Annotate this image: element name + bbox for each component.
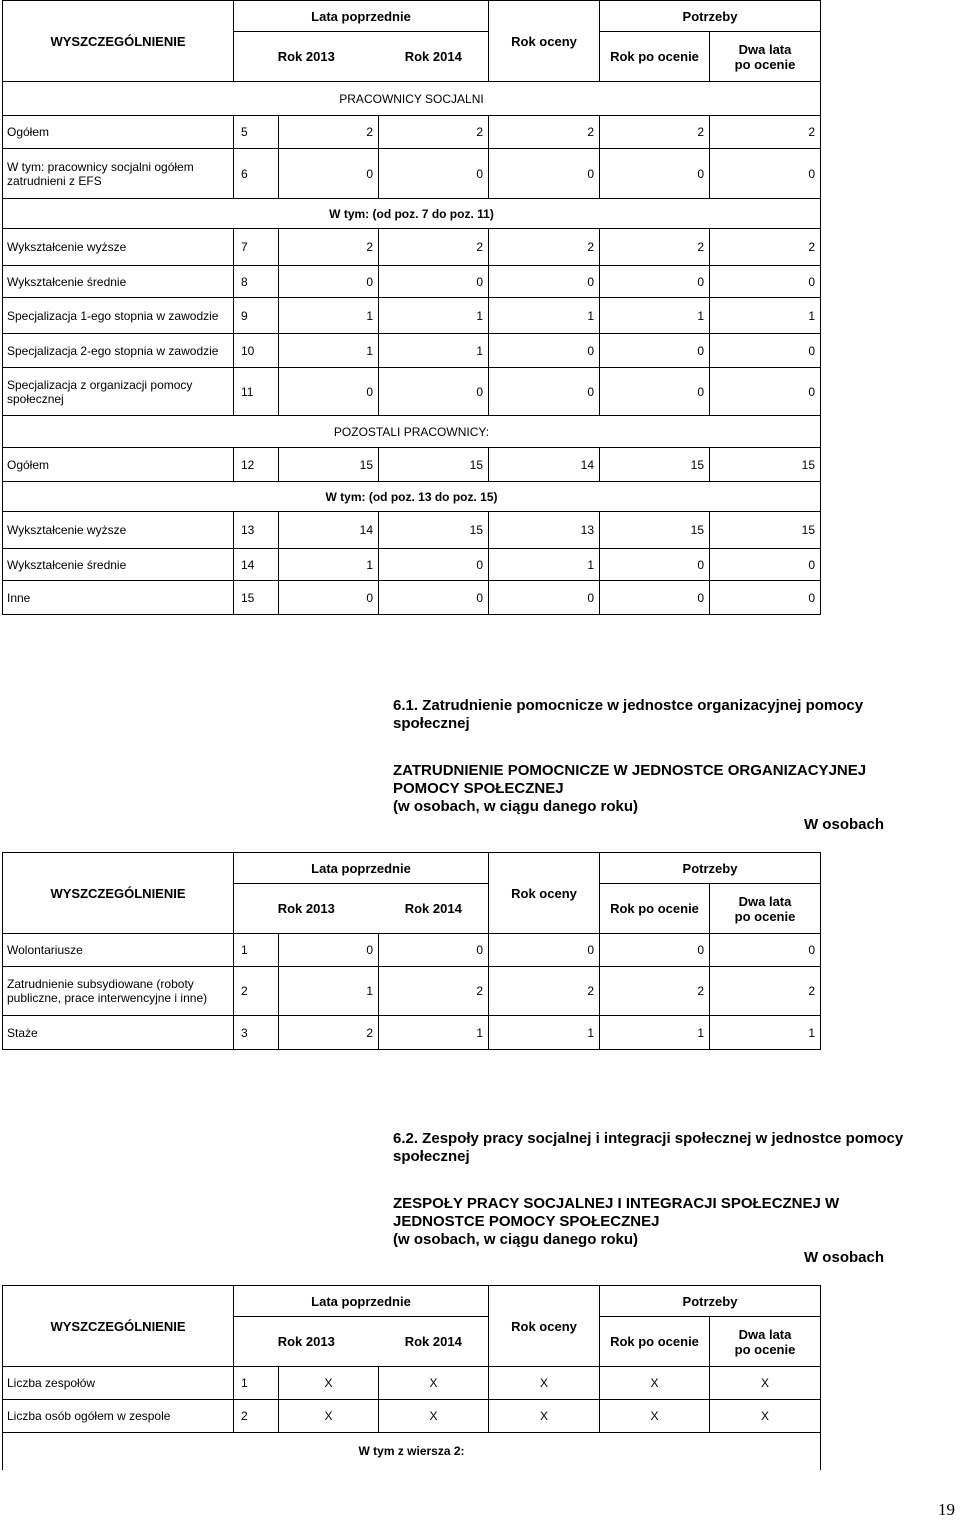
table-row: [3, 229, 821, 266]
row-label: Liczba osób ogółem w zespole: [3, 1400, 234, 1433]
value-evaluation-year: 1: [489, 298, 600, 334]
auxiliary-employment-table: [2, 852, 821, 1050]
header-evaluation-year: Rok oceny: [489, 1, 600, 82]
value-evaluation-year: X: [489, 1400, 600, 1433]
value-2014: 0: [379, 549, 489, 581]
value-2014: 2: [379, 229, 489, 266]
header-two-years-after: Dwa lata po ocenie: [710, 884, 821, 934]
value-two-years-after: X: [710, 1367, 821, 1400]
value-evaluation-year: 1: [489, 549, 600, 581]
value-two-years-after: 0: [710, 934, 821, 967]
header-evaluation-year: Rok oceny: [489, 853, 600, 934]
value-two-years-after: 0: [710, 266, 821, 298]
value-year-after: 0: [600, 149, 710, 199]
row-number: 11: [234, 368, 279, 416]
value-2014: X: [379, 1367, 489, 1400]
value-2013: 2: [279, 1016, 379, 1050]
value-2014: 0: [379, 934, 489, 967]
value-two-years-after: X: [710, 1400, 821, 1433]
value-year-after: 1: [600, 1016, 710, 1050]
value-2014: 0: [379, 149, 489, 199]
subsection-label: W tym: (od poz. 7 do poz. 11): [3, 199, 821, 229]
row-label: Wolontariusze: [3, 934, 234, 967]
value-two-years-after: 2: [710, 967, 821, 1016]
header-needs: Potrzeby: [600, 1, 821, 32]
table-row: [3, 1400, 821, 1433]
value-year-after: X: [600, 1400, 710, 1433]
row-label: Staże: [3, 1016, 234, 1050]
value-year-after: 0: [600, 368, 710, 416]
table-row: [3, 116, 821, 149]
value-two-years-after: 0: [710, 581, 821, 615]
row-label: Zatrudnienie subsydiowane (roboty publiczne, prace interwencyjne i inne): [3, 967, 234, 1016]
value-2014: 1: [379, 334, 489, 368]
header-description: WYSZCZEGÓLNIENIE: [3, 853, 234, 934]
header-year-2013: Rok 2013: [234, 32, 379, 82]
table-row: [3, 549, 821, 581]
row-label: W tym: pracownicy socjalni ogółem zatrudnieni z EFS: [3, 149, 234, 199]
value-two-years-after: 15: [710, 512, 821, 549]
row-label: Wykształcenie wyższe: [3, 229, 234, 266]
value-year-after: 0: [600, 549, 710, 581]
header-year-2014: Rok 2014: [379, 32, 489, 82]
row-number: 9: [234, 298, 279, 334]
table-row: [3, 1367, 821, 1400]
header-previous-years: Lata poprzednie: [234, 1286, 489, 1317]
row-number: 13: [234, 512, 279, 549]
row-number: 10: [234, 334, 279, 368]
value-year-after: 0: [600, 266, 710, 298]
page-number: 19: [938, 1500, 955, 1519]
value-2014: 15: [379, 448, 489, 482]
value-2013: 0: [279, 581, 379, 615]
value-2013: X: [279, 1367, 379, 1400]
value-2013: 15: [279, 448, 379, 482]
value-2013: 14: [279, 512, 379, 549]
section-social-workers: PRACOWNICY SOCJALNI: [3, 82, 821, 116]
value-year-after: 0: [600, 334, 710, 368]
header-year-after-evaluation: Rok po ocenie: [600, 1317, 710, 1367]
value-two-years-after: 1: [710, 1016, 821, 1050]
value-evaluation-year: 2: [489, 116, 600, 149]
header-year-after-evaluation: Rok po ocenie: [600, 32, 710, 82]
header-year-2014: Rok 2014: [379, 884, 489, 934]
header-evaluation-year: Rok oceny: [489, 1286, 600, 1367]
row-label: Specjalizacja 2-ego stopnia w zawodzie: [3, 334, 234, 368]
value-year-after: 2: [600, 229, 710, 266]
subsection-label: W tym: (od poz. 13 do poz. 15): [3, 482, 821, 512]
value-two-years-after: 2: [710, 116, 821, 149]
value-evaluation-year: 0: [489, 266, 600, 298]
value-2013: 0: [279, 266, 379, 298]
value-evaluation-year: 0: [489, 149, 600, 199]
section-6-2-subtitle: ZESPOŁY PRACY SOCJALNEJ I INTEGRACJI SPOŁECZNEJ W JEDNOSTCE POMOCY SPOŁECZNEJ (w osobach, w ciągu danego roku): [393, 1195, 840, 1248]
value-2013: 0: [279, 368, 379, 416]
social-work-teams-table: [2, 1285, 821, 1470]
table-row: [3, 298, 821, 334]
row-number: 5: [234, 116, 279, 149]
value-year-after: 0: [600, 934, 710, 967]
value-year-after: 15: [600, 448, 710, 482]
value-year-after: 15: [600, 512, 710, 549]
row-number: 14: [234, 549, 279, 581]
header-year-2014: Rok 2014: [379, 1317, 489, 1367]
value-2013: 0: [279, 934, 379, 967]
row-number: 1: [234, 934, 279, 967]
table-row: [3, 967, 821, 1016]
value-two-years-after: 0: [710, 334, 821, 368]
table-row: [3, 368, 821, 416]
value-evaluation-year: 0: [489, 934, 600, 967]
value-2014: 0: [379, 581, 489, 615]
value-evaluation-year: 14: [489, 448, 600, 482]
section-6-2-title: 6.2. Zespoły pracy socjalnej i integracji społecznej w jednostce pomocy społecznej: [393, 1130, 904, 1165]
value-year-after: 1: [600, 298, 710, 334]
row-label: Wykształcenie średnie: [3, 549, 234, 581]
row-number: 1: [234, 1367, 279, 1400]
row-number: 2: [234, 967, 279, 1016]
row-label: Liczba zespołów: [3, 1367, 234, 1400]
value-evaluation-year: 1: [489, 1016, 600, 1050]
value-2014: 1: [379, 298, 489, 334]
value-two-years-after: 0: [710, 368, 821, 416]
table-row: [3, 934, 821, 967]
table-row: [3, 512, 821, 549]
row-number: 15: [234, 581, 279, 615]
row-label: Specjalizacja z organizacji pomocy społecznej: [3, 368, 234, 416]
table-row: [3, 266, 821, 298]
table-row: [3, 149, 821, 199]
value-2014: 15: [379, 512, 489, 549]
value-2013: 2: [279, 116, 379, 149]
value-2014: 1: [379, 1016, 489, 1050]
value-two-years-after: 1: [710, 298, 821, 334]
value-evaluation-year: 0: [489, 581, 600, 615]
header-description: WYSZCZEGÓLNIENIE: [3, 1, 234, 82]
value-2013: 1: [279, 298, 379, 334]
header-needs: Potrzeby: [600, 853, 821, 884]
value-2013: 0: [279, 149, 379, 199]
note-of-row-2: W tym z wiersza 2:: [3, 1433, 821, 1470]
value-2013: 1: [279, 334, 379, 368]
row-label: Wykształcenie wyższe: [3, 512, 234, 549]
value-evaluation-year: X: [489, 1367, 600, 1400]
value-year-after: 2: [600, 967, 710, 1016]
row-number: 7: [234, 229, 279, 266]
section-6-1-units: W osobach: [803, 816, 884, 833]
value-evaluation-year: 0: [489, 368, 600, 416]
section-6-2-units: W osobach: [803, 1249, 884, 1266]
value-2013: 2: [279, 229, 379, 266]
value-evaluation-year: 0: [489, 334, 600, 368]
row-number: 3: [234, 1016, 279, 1050]
value-evaluation-year: 2: [489, 229, 600, 266]
header-year-after-evaluation: Rok po ocenie: [600, 884, 710, 934]
table-row: [3, 334, 821, 368]
row-label: Ogółem: [3, 448, 234, 482]
value-2014: 0: [379, 266, 489, 298]
value-year-after: 0: [600, 581, 710, 615]
value-year-after: 2: [600, 116, 710, 149]
table-row: [3, 448, 821, 482]
header-needs: Potrzeby: [600, 1286, 821, 1317]
value-two-years-after: 2: [710, 229, 821, 266]
section-6-1-title: 6.1. Zatrudnienie pomocnicze w jednostce organizacyjnej pomocy społecznej: [393, 697, 864, 732]
value-two-years-after: 0: [710, 149, 821, 199]
value-2014: 0: [379, 368, 489, 416]
table-row: [3, 581, 821, 615]
row-label: Ogółem: [3, 116, 234, 149]
row-number: 8: [234, 266, 279, 298]
row-label: Wykształcenie średnie: [3, 266, 234, 298]
employment-table-social-workers: [2, 0, 821, 615]
header-description: WYSZCZEGÓLNIENIE: [3, 1286, 234, 1367]
table-row: [3, 1016, 821, 1050]
header-previous-years: Lata poprzednie: [234, 1, 489, 32]
value-two-years-after: 0: [710, 549, 821, 581]
value-year-after: X: [600, 1367, 710, 1400]
value-evaluation-year: 13: [489, 512, 600, 549]
value-2013: 1: [279, 967, 379, 1016]
header-two-years-after: Dwa lata po ocenie: [710, 32, 821, 82]
value-2014: X: [379, 1400, 489, 1433]
value-2013: 1: [279, 549, 379, 581]
row-label: Inne: [3, 581, 234, 615]
section-6-1-subtitle: ZATRUDNIENIE POMOCNICZE W JEDNOSTCE ORGANIZACYJNEJ POMOCY SPOŁECZNEJ (w osobach, w ciągu danego roku): [393, 762, 867, 815]
row-number: 2: [234, 1400, 279, 1433]
header-two-years-after: Dwa lata po ocenie: [710, 1317, 821, 1367]
header-year-2013: Rok 2013: [234, 884, 379, 934]
value-evaluation-year: 2: [489, 967, 600, 1016]
section-other-workers: POZOSTALI PRACOWNICY:: [3, 416, 821, 448]
header-previous-years: Lata poprzednie: [234, 853, 489, 884]
row-number: 6: [234, 149, 279, 199]
value-2013: X: [279, 1400, 379, 1433]
value-2014: 2: [379, 967, 489, 1016]
value-2014: 2: [379, 116, 489, 149]
value-two-years-after: 15: [710, 448, 821, 482]
header-year-2013: Rok 2013: [234, 1317, 379, 1367]
row-number: 12: [234, 448, 279, 482]
row-label: Specjalizacja 1-ego stopnia w zawodzie: [3, 298, 234, 334]
